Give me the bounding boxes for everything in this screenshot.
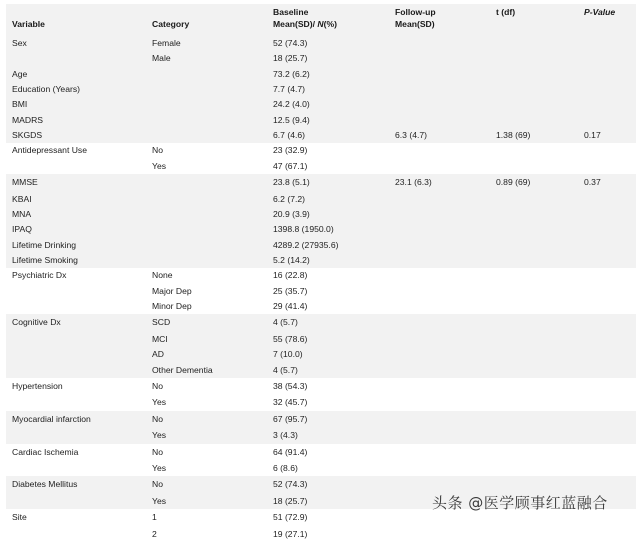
cell-baseline: 18 (25.7) xyxy=(273,53,308,64)
cell-category: Yes xyxy=(152,495,167,506)
cell-baseline: 67 (95.7) xyxy=(273,413,308,424)
header-variable: Variable xyxy=(12,19,45,29)
cell-variable: MADRS xyxy=(12,114,44,125)
cell-variable: MNA xyxy=(12,208,32,219)
cell-baseline: 18 (25.7) xyxy=(273,495,308,506)
cell-category: SCD xyxy=(152,317,171,328)
cell-baseline: 16 (22.8) xyxy=(273,270,308,281)
table-row xyxy=(6,314,636,332)
cell-variable: Education (Years) xyxy=(12,84,80,95)
table-row xyxy=(6,332,636,347)
table-row xyxy=(6,97,636,112)
cell-category: Yes xyxy=(152,397,167,408)
cell-variable: Psychiatric Dx xyxy=(12,270,67,281)
cell-baseline: 23.8 (5.1) xyxy=(273,177,310,188)
table-row xyxy=(6,67,636,82)
cell-variable: Age xyxy=(12,68,28,79)
cell-baseline: 47 (67.1) xyxy=(273,160,308,171)
table-row xyxy=(6,143,636,158)
cell-category: Other Dementia xyxy=(152,364,213,375)
table-row xyxy=(6,284,636,299)
cell-baseline: 32 (45.7) xyxy=(273,397,308,408)
header-baseline-n: N xyxy=(317,19,324,29)
cell-variable: Antidepressant Use xyxy=(12,145,87,156)
header-baseline-prefix: Mean(SD)/ xyxy=(273,19,318,29)
cell-p-value: 0.17 xyxy=(584,130,601,141)
header-followup-line1: Follow-up xyxy=(395,7,436,17)
cell-category: No xyxy=(152,380,163,391)
data-table xyxy=(6,4,636,542)
header-category: Category xyxy=(152,19,190,29)
watermark-text: 头条 @医学顾事红蓝融合 xyxy=(432,494,608,512)
cell-baseline: 4289.2 (27935.6) xyxy=(273,239,339,250)
header-baseline xyxy=(273,6,337,30)
table-header xyxy=(6,4,636,36)
cell-category: No xyxy=(152,479,163,490)
header-baseline-line2 xyxy=(273,18,337,30)
cell-baseline: 52 (74.3) xyxy=(273,479,308,490)
cell-category: 2 xyxy=(152,528,157,539)
cell-category: Male xyxy=(152,53,171,64)
table-row xyxy=(6,395,636,410)
cell-baseline: 64 (91.4) xyxy=(273,446,308,457)
cell-baseline: 7.7 (4.7) xyxy=(273,84,306,95)
cell-variable: Cognitive Dx xyxy=(12,317,61,328)
cell-followup: 6.3 (4.7) xyxy=(395,130,428,141)
header-baseline-line1: Baseline xyxy=(273,7,309,17)
cell-baseline: 12.5 (9.4) xyxy=(273,114,310,125)
cell-category: No xyxy=(152,145,163,156)
table-row xyxy=(6,51,636,66)
table-row xyxy=(6,378,636,396)
cell-category: No xyxy=(152,446,163,457)
cell-baseline: 19 (27.1) xyxy=(273,528,308,539)
table-row xyxy=(6,527,636,542)
cell-category: Major Dep xyxy=(152,285,192,296)
cell-baseline: 7 (10.0) xyxy=(273,349,303,360)
header-baseline-suffix: (%) xyxy=(323,19,337,29)
cell-category: 1 xyxy=(152,512,157,523)
table-row xyxy=(6,36,636,51)
cell-variable: Lifetime Smoking xyxy=(12,254,78,265)
table-row xyxy=(6,113,636,128)
table-body xyxy=(6,36,636,542)
header-followup xyxy=(395,6,436,30)
header-t-df: t (df) xyxy=(496,7,516,17)
cell-variable: MMSE xyxy=(12,177,38,188)
cell-variable: Sex xyxy=(12,38,27,48)
cell-variable: KBAI xyxy=(12,193,32,204)
cell-baseline: 29 (41.4) xyxy=(273,301,308,311)
cell-baseline: 52 (74.3) xyxy=(273,38,308,48)
table-row xyxy=(6,238,636,253)
cell-baseline: 55 (78.6) xyxy=(273,333,308,344)
cell-baseline: 5.2 (14.2) xyxy=(273,254,310,265)
table-row xyxy=(6,347,636,362)
table-row xyxy=(6,222,636,237)
cell-category: AD xyxy=(152,349,164,360)
cell-category: No xyxy=(152,413,163,424)
table-row xyxy=(6,82,636,97)
cell-variable: Site xyxy=(12,512,27,523)
cell-followup: 23.1 (6.3) xyxy=(395,177,432,188)
cell-baseline: 4 (5.7) xyxy=(273,317,298,328)
cell-variable: Myocardial infarction xyxy=(12,413,91,424)
cell-baseline: 38 (54.3) xyxy=(273,380,308,391)
table-row xyxy=(6,253,636,268)
table-row xyxy=(6,461,636,476)
cell-category: Yes xyxy=(152,430,167,441)
table-row xyxy=(6,299,636,314)
cell-variable: Cardiac Ischemia xyxy=(12,446,79,457)
table-row xyxy=(6,268,636,283)
cell-variable: Hypertension xyxy=(12,380,63,391)
table-row xyxy=(6,363,636,378)
header-followup-line2: Mean(SD) xyxy=(395,19,435,29)
cell-t-df: 0.89 (69) xyxy=(496,177,531,188)
cell-category: Female xyxy=(152,38,181,48)
cell-category: Minor Dep xyxy=(152,301,192,311)
table-row xyxy=(6,444,636,462)
table-row xyxy=(6,159,636,174)
cell-variable: BMI xyxy=(12,99,28,110)
cell-baseline: 23 (32.9) xyxy=(273,145,308,156)
table-row xyxy=(6,428,636,443)
header-p-value: P-Value xyxy=(584,7,616,17)
cell-baseline: 1398.8 (1950.0) xyxy=(273,224,334,235)
table-row xyxy=(6,192,636,207)
table-row xyxy=(6,128,636,143)
cell-category: MCI xyxy=(152,333,168,344)
cell-baseline: 73.2 (6.2) xyxy=(273,68,310,79)
cell-variable: Diabetes Mellitus xyxy=(12,479,78,490)
cell-baseline: 25 (35.7) xyxy=(273,285,308,296)
cell-variable: IPAQ xyxy=(12,224,32,235)
table-row xyxy=(6,174,636,192)
cell-baseline: 20.9 (3.9) xyxy=(273,208,310,219)
cell-baseline: 6.7 (4.6) xyxy=(273,130,306,141)
cell-baseline: 3 (4.3) xyxy=(273,430,298,441)
cell-baseline: 4 (5.7) xyxy=(273,364,298,375)
cell-t-df: 1.38 (69) xyxy=(496,130,531,141)
cell-p-value: 0.37 xyxy=(584,177,601,188)
cell-category: Yes xyxy=(152,160,167,171)
cell-category: Yes xyxy=(152,463,167,474)
cell-variable: Lifetime Drinking xyxy=(12,239,76,250)
cell-baseline: 6 (8.6) xyxy=(273,463,298,474)
cell-baseline: 24.2 (4.0) xyxy=(273,99,310,110)
cell-category: None xyxy=(152,270,173,281)
cell-baseline: 51 (72.9) xyxy=(273,512,308,523)
cell-variable: SKGDS xyxy=(12,130,43,141)
table-row xyxy=(6,411,636,429)
table-row xyxy=(6,207,636,222)
cell-baseline: 6.2 (7.2) xyxy=(273,193,306,204)
